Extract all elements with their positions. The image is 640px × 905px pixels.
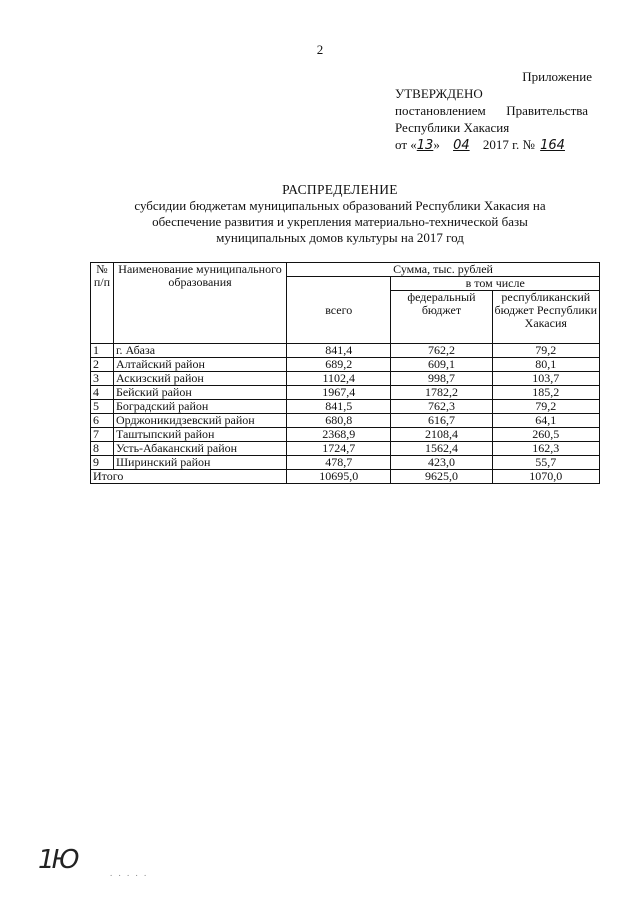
row-name: Алтайский район bbox=[113, 358, 286, 372]
row-total: 2368,9 bbox=[287, 428, 391, 442]
date-prefix: от « bbox=[395, 137, 417, 152]
table-row bbox=[91, 442, 600, 456]
totals-total: 10695,0 bbox=[287, 470, 391, 484]
table-row bbox=[91, 414, 600, 428]
approval-line-1 bbox=[395, 102, 588, 119]
row-republic: 185,2 bbox=[492, 386, 599, 400]
table-row bbox=[91, 400, 600, 414]
date-month bbox=[443, 138, 480, 153]
table-row bbox=[91, 344, 600, 358]
header-republic: республиканский бюджет Республики Хакасия bbox=[492, 291, 599, 344]
row-num: 4 bbox=[91, 386, 114, 400]
row-republic: 103,7 bbox=[492, 372, 599, 386]
row-republic: 162,3 bbox=[492, 442, 599, 456]
row-name: Ширинский район bbox=[113, 456, 286, 470]
approved-label: УТВЕРЖДЕНО bbox=[395, 86, 483, 101]
row-federal: 609,1 bbox=[391, 358, 492, 372]
table-row bbox=[91, 372, 600, 386]
appendix-label: Приложение bbox=[522, 69, 592, 84]
row-total: 841,5 bbox=[287, 400, 391, 414]
row-name: Усть-Абаканский район bbox=[113, 442, 286, 456]
row-total: 478,7 bbox=[287, 456, 391, 470]
faint-dots: . . . . . bbox=[110, 868, 149, 878]
totals-row bbox=[91, 470, 600, 484]
row-federal: 762,2 bbox=[391, 344, 492, 358]
row-num: 5 bbox=[91, 400, 114, 414]
header-sum: Сумма, тыс. рублей bbox=[287, 263, 600, 277]
row-name: Боградский район bbox=[113, 400, 286, 414]
row-federal: 2108,4 bbox=[391, 428, 492, 442]
row-total: 1102,4 bbox=[287, 372, 391, 386]
table-row bbox=[91, 456, 600, 470]
totals-label: Итого bbox=[91, 470, 287, 484]
approval-line-1-right: Правительства bbox=[506, 103, 588, 118]
table-body bbox=[91, 344, 600, 470]
row-federal: 998,7 bbox=[391, 372, 492, 386]
handwritten-mark: 1Ю bbox=[38, 845, 77, 875]
row-republic: 55,7 bbox=[492, 456, 599, 470]
table-row bbox=[91, 386, 600, 400]
row-num: 9 bbox=[91, 456, 114, 470]
row-num: 8 bbox=[91, 442, 114, 456]
row-name: Бейский район bbox=[113, 386, 286, 400]
date-year: 2017 г. № bbox=[482, 137, 535, 152]
row-federal: 616,7 bbox=[391, 414, 492, 428]
approval-line-2: Республики Хакасия bbox=[395, 120, 510, 135]
document-subtitle-3: муниципальных домов культуры на 2017 год bbox=[216, 230, 464, 245]
row-name: Орджоникидзевский район bbox=[113, 414, 286, 428]
row-republic: 79,2 bbox=[492, 400, 599, 414]
row-num: 1 bbox=[91, 344, 114, 358]
row-total: 680,8 bbox=[287, 414, 391, 428]
date-day: 13 bbox=[416, 138, 434, 153]
page-number: 2 bbox=[316, 42, 324, 57]
row-name: Аскизский район bbox=[113, 372, 286, 386]
row-federal: 1782,2 bbox=[391, 386, 492, 400]
table-row bbox=[91, 358, 600, 372]
row-republic: 64,1 bbox=[492, 414, 599, 428]
row-name: Таштыпский район bbox=[113, 428, 286, 442]
header-federal: федеральный бюджет bbox=[391, 291, 492, 344]
row-republic: 79,2 bbox=[492, 344, 599, 358]
row-num: 3 bbox=[91, 372, 114, 386]
row-total: 689,2 bbox=[287, 358, 391, 372]
header-num: № п/п bbox=[91, 263, 114, 344]
distribution-table bbox=[90, 262, 600, 484]
header-total: всего bbox=[287, 277, 391, 344]
document-title: РАСПРЕДЕЛЕНИЕ bbox=[282, 182, 398, 197]
row-name: г. Абаза bbox=[113, 344, 286, 358]
row-total: 1724,7 bbox=[287, 442, 391, 456]
totals-federal: 9625,0 bbox=[391, 470, 492, 484]
row-total: 841,4 bbox=[287, 344, 391, 358]
header-including: в том числе bbox=[391, 277, 600, 291]
row-total: 1967,4 bbox=[287, 386, 391, 400]
document-number bbox=[538, 138, 579, 153]
date-separator: » bbox=[433, 137, 440, 152]
row-federal: 762,3 bbox=[391, 400, 492, 414]
header-name: Наименование муниципального образования bbox=[113, 263, 286, 344]
document-number-value: 164 bbox=[540, 138, 565, 153]
row-num: 6 bbox=[91, 414, 114, 428]
row-num: 7 bbox=[91, 428, 114, 442]
document-heading bbox=[0, 182, 640, 246]
totals-republic: 1070,0 bbox=[492, 470, 599, 484]
row-republic: 260,5 bbox=[492, 428, 599, 442]
approval-date-line bbox=[395, 136, 625, 154]
row-federal: 1562,4 bbox=[391, 442, 492, 456]
document-subtitle-1: субсидии бюджетам муниципальных образований Республики Хакасия на bbox=[134, 198, 546, 213]
approval-line-1-left: постановлением bbox=[395, 103, 486, 118]
row-republic: 80,1 bbox=[492, 358, 599, 372]
row-num: 2 bbox=[91, 358, 114, 372]
approval-block bbox=[395, 68, 625, 154]
date-month-value: 04 bbox=[453, 138, 470, 153]
document-subtitle-2: обеспечение развития и укрепления материально-технической базы bbox=[152, 214, 528, 229]
table-row bbox=[91, 428, 600, 442]
row-federal: 423,0 bbox=[391, 456, 492, 470]
